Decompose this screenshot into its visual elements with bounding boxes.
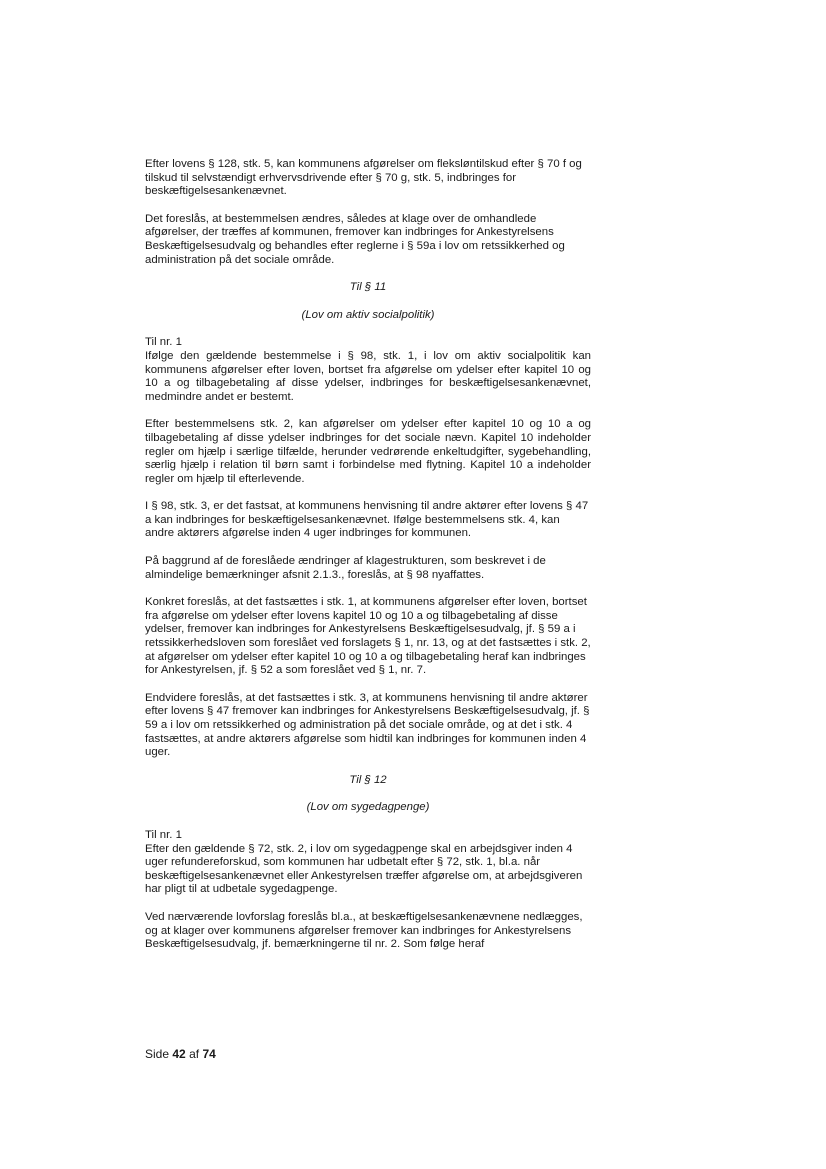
page-prefix: Side [145, 1047, 170, 1061]
paragraph: Det foreslås, at bestemmelsen ændres, således at klage over de omhandlede afgørelser, der træffes af kommunen, fremover kan indbringes for Ankestyrelsens Beskæftigelsesudvalg og behandles efter reglerne i § 59a i lov om retssikkerhed og administration på det sociale område. [145, 212, 565, 266]
paragraph: Efter den gældende § 72, stk. 2, i lov om sygedagpenge skal en arbejdsgiver inden 4 uger refundereforskud, som kommunen har udbetalt efter § 72, stk. 1, bl.a. når beskæftigelsesankenævnet eller Ankestyrelsen træffer afgørelse om, at arbejdsgiveren har pligt til at udbetale sygedagpenge. [145, 842, 583, 896]
section-subheading: (Lov om sygedagpenge) [306, 801, 430, 814]
section-subheading: (Lov om aktiv socialpolitik) [301, 308, 435, 321]
paragraph: Efter lovens § 128, stk. 5, kan kommunens afgørelser om fleksløntilskud efter § 70 f og tilskud til selvstændigt erhvervsdrivende efter § 70 g, stk. 5, indbringes for beskæftigelsesankenævnet. [145, 158, 582, 198]
paragraph: I § 98, stk. 3, er det fastsat, at kommunens henvisning til andre aktører efter lovens § 47 a kan indbringes for beskæftigelsesankenævnet. Ifølge bestemmelsens stk. 4, kan andre aktørers afgørelse inden 4 uger indbringes for kommunen. [145, 500, 589, 540]
section-heading: Til § 11 [349, 281, 387, 294]
paragraph: På baggrund af de foreslåede ændringer af klagestrukturen, som beskrevet i de almindelige bemærkninger afsnit 2.1.3., foreslås, at § 98 nyaffattes. [145, 555, 546, 581]
page-number: 42 [172, 1047, 186, 1061]
document-body [145, 158, 591, 966]
paragraph: Ifølge den gældende bestemmelse i § 98, stk. 1, i lov om aktiv socialpolitik kan kommunens afgørelser efter loven, bortset fra afgørelse om ydelser efter kapitel 10 og 10 a og tilbagebetaling af disse ydelser, indbringes for beskæftigelsesankenævnet, medmindre andet er bestemt. [145, 349, 591, 403]
paragraph: Konkret foreslås, at det fastsættes i stk. 1, at kommunens afgørelser efter loven, bortset fra afgørelse om ydelser efter lovens kapitel 10 og 10 a og tilbagebetaling af disse ydelser, fremover kan indbringes for Ankestyrelsens Beskæftigelsesudvalg, jf. § 59 a i retssikkerhedsloven som foreslået ved forslagets § 1, nr. 13, og at det fastsættes i stk. 2, at afgørelser om ydelser efter kapitel 10 og 10 a og tilbagebetaling heraf kan indbringes for Ankestyrelsen, jf. § 52 a som foreslået ved § 1, nr. 7. [145, 596, 591, 677]
paragraph: Ved nærværende lovforslag foreslås bl.a., at beskæftigelsesankenævnene nedlægges, og at klager over kommunens afgørelser fremover kan indbringes for Ankestyrelsens Beskæftigelsesudvalg, jf. bemærkningerne til nr. 2. Som følge heraf [145, 910, 583, 951]
page-footer [145, 1047, 216, 1061]
section-heading: Til § 12 [349, 773, 387, 786]
page-of: af [189, 1047, 200, 1061]
page-total: 74 [202, 1047, 216, 1061]
paragraph: Endvidere foreslås, at det fastsættes i stk. 3, at kommunens henvisning til andre aktører efter lovens § 47 fremover kan indbringes for Ankestyrelsens Beskæftigelsesudvalg, jf. § 59 a i lov om retssikkerhed og administration på det sociale område, og at det i stk. 4 fastsættes, at andre aktørers afgørelse som hidtil kan indbringes for kommunen inden 4 uger. [145, 691, 590, 759]
item-label: Til nr. 1 [145, 828, 182, 841]
item-label: Til nr. 1 [145, 336, 182, 349]
paragraph: Efter bestemmelsens stk. 2, kan afgørelser om ydelser efter kapitel 10 og 10 a og tilbagebetaling af disse ydelser indbringes for det sociale nævn. Kapitel 10 indeholder regler om hjælp i særlige tilfælde, herunder vedrørende enkeltudgifter, sygebehandling, særlig hjælp i relation til børn samt i forbindelse med flytning. Kapitel 10 a indeholder regler om hjælp til efterlevende. [145, 418, 591, 485]
